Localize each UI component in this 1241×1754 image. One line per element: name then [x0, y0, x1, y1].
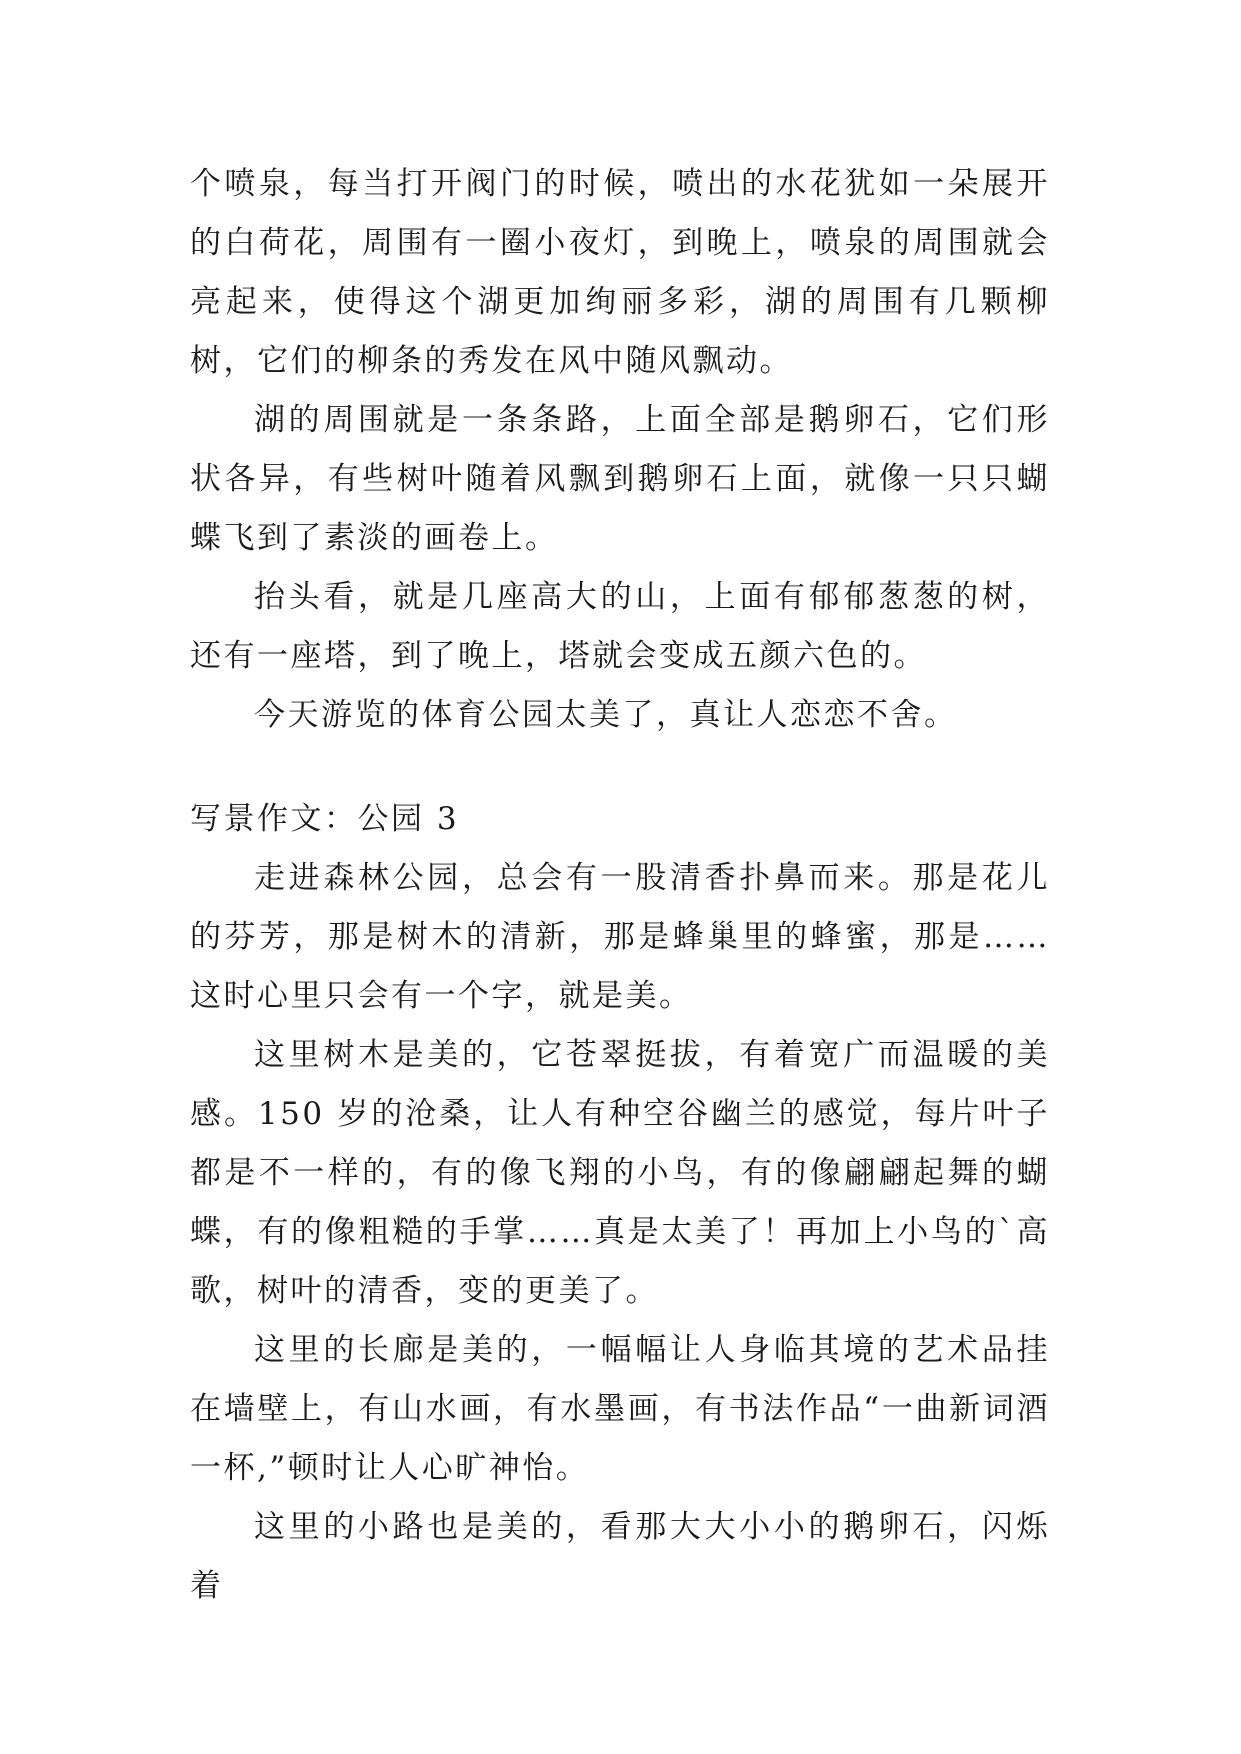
section-continued-text — [190, 155, 1050, 745]
paragraph-conclusion: 今天游览的体育公园太美了，真让人恋恋不舍。 — [254, 697, 958, 733]
paragraph-fountain: 个喷泉，每当打开阀门的时候，喷出的水花犹如一朵展开的白荷花，周围有一圈小夜灯，到晚上，喷泉的周围就会亮起来，使得这个湖更加绚丽多彩，湖的周围有几颗柳树，它们的柳条的秀发在风中随风飘动。 — [190, 166, 1050, 379]
paragraph-forest-park: 走进森林公园，总会有一股清香扑鼻而来。那是花儿的芬芳，那是树木的清新，那是蜂巢里的蜂蜜，那是……这时心里只会有一个字，就是美。 — [190, 860, 1050, 1014]
paragraph-mountains: 抬头看，就是几座高大的山，上面有郁郁葱葱的树，还有一座塔，到了晚上，塔就会变成五颜六色的。 — [190, 579, 1050, 674]
paragraph-corridor: 这里的长廊是美的，一幅幅让人身临其境的艺术品挂在墙壁上，有山水画，有水墨画，有书法作品“一曲新词酒一杯,”顿时让人心旷神怡。 — [190, 1332, 1050, 1486]
paragraph-path: 这里的小路也是美的，看那大大小小的鹅卵石，闪烁着 — [190, 1509, 1050, 1604]
paragraph-pebble-road: 湖的周围就是一条条路，上面全部是鹅卵石，它们形状各异，有些树叶随着风飘到鹅卵石上面，就像一只只蝴蝶飞到了素淡的画卷上。 — [190, 402, 1050, 556]
section-essay-3 — [190, 790, 1050, 1616]
essay-heading: 写景作文：公园 3 — [190, 801, 460, 837]
paragraph-trees: 这里树木是美的，它苍翠挺拔，有着宽广而温暖的美感。150 岁的沧桑，让人有种空谷幽兰的感觉，每片叶子都是不一样的，有的像飞翔的小鸟，有的像翩翩起舞的蝴蝶，有的像粗糙的手掌……真是太美了！再加上小鸟的`高歌，树叶的清香，变的更美了。 — [190, 1037, 1050, 1309]
